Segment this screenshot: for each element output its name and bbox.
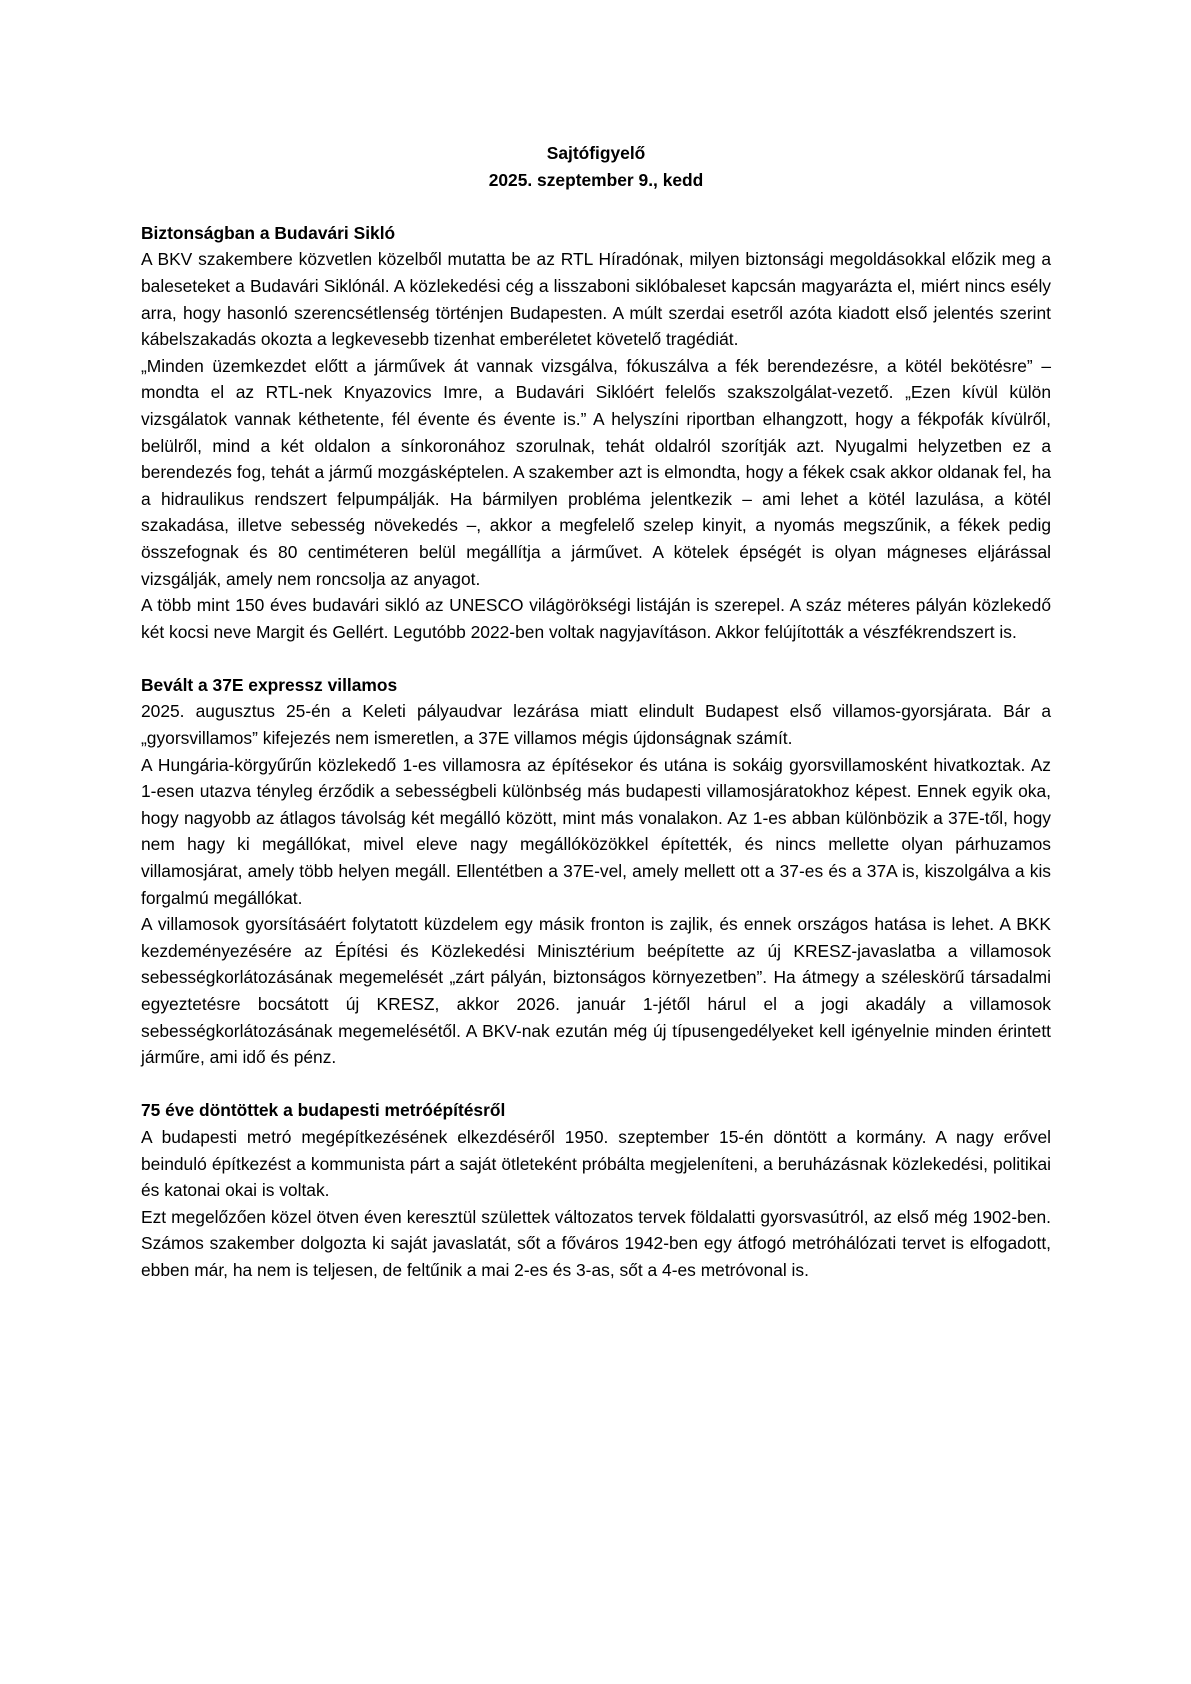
article-paragraph: A budapesti metró megépítkezésének elkezdéséről 1950. szeptember 15-én döntött a kormány. A nagy erővel beinduló építkezést a kommunista párt a saját ötleteként próbálta megjeleníteni, a beruházásnak közlekedési, politikai és katonai okai is voltak. (141, 1126, 1051, 1201)
document-header (141, 140, 1051, 193)
article-title: 75 éve döntöttek a budapesti metróépítésről (141, 1100, 506, 1121)
article-paragraph: A BKV szakembere közvetlen közelből mutatta be az RTL Híradónak, milyen biztonsági megoldásokkal előzik meg a baleseteket a Budavári Siklónál. A közlekedési cég a lisszaboni siklóbaleset kapcsán magyarázta el, miért nincs esély arra, hogy hasonló szerencsétlenség történjen Budapesten. A múlt szerdai esetről azóta kiadott első jelentés szerint kábelszakadás okozta a legkevesebb tizenhat emberéletet követelő tragédiát. (141, 249, 1051, 350)
article-title: Bevált a 37E expressz villamos (141, 674, 398, 695)
article-paragraph: A villamosok gyorsításáért folytatott küzdelem egy másik fronton is zajlik, és ennek országos hatása is lehet. A BKK kezdeményezésére az Építési és Közlekedési Minisztérium beépítette az új KRESZ-javaslatba a villamosok sebességkorlátozásának megemelését „zárt pályán, biztonságos környezetben”. Ha átmegy a széleskörű társadalmi egyeztetésre bocsátott új KRESZ, akkor 2026. január 1-jétől hárul el a jogi akadály a villamosok sebességkorlátozásának megemelésétől. A BKV-nak ezután még új típusengedélyeket kell igényelnie minden érintett járműre, ami idő és pénz. (141, 914, 1051, 1068)
article-paragraph: 2025. augusztus 25-én a Keleti pályaudvar lezárása miatt elindult Budapest első villamos-gyorsjárata. Bár a „gyorsvillamos” kifejezés nem ismeretlen, a 37E villamos mégis újdonságnak számít. (141, 701, 1051, 749)
document-page (141, 140, 1051, 1310)
document-date: 2025. szeptember 9., kedd (488, 169, 704, 190)
article-paragraph: „Minden üzemkezdet előtt a járművek át vannak vizsgálva, fókuszálva a fék berendezésre, a kötél bekötésre” – mondta el az RTL-nek Knyazovics Imre, a Budavári Siklóért felelős szakszolgálat-vezető. „Ezen kívül külön vizsgálatok vannak kéthetente, fél évente és évente is.” A helyszíni riportban elhangzott, hogy a fékpofák kívülről, belülről, mind a két oldalon a sínkoronához szorulnak, tehát oldalról szorítják azt. Nyugalmi helyzetben ez a berendezés fog, tehát a jármű mozgásképtelen. A szakember azt is elmondta, hogy a fékek csak akkor oldanak fel, ha a hidraulikus rendszert felpumpálják. Ha bármilyen probléma jelentkezik – ami lehet a kötél lazulása, a kötél szakadása, illetve sebesség növekedés –, akkor a megfelelő szelep kinyit, a nyomás megszűnik, a fékek pedig összefognak és 80 centiméteren belül megállítja a járművet. A kötelek épségét is olyan mágneses eljárással vizsgálják, amely nem roncsolja az anyagot. (141, 355, 1051, 589)
article-sikló (141, 220, 1051, 646)
article-paragraph: A több mint 150 éves budavári sikló az UNESCO világörökségi listáján is szerepel. A száz méteres pályán közlekedő két kocsi neve Margit és Gellért. Legutóbb 2022-ben voltak nagyjavításon. Akkor felújították a vészfékrendszert is. (141, 595, 1051, 642)
article-37e-villamos (141, 672, 1051, 1071)
document-title: Sajtófigyelő (546, 143, 646, 163)
article-paragraph: Ezt megelőzően közel ötven éven keresztül születtek változatos tervek földalatti gyorsvasútról, az első még 1902-ben. Számos szakember dolgozta ki saját javaslatát, sőt a főváros 1942-ben egy átfogó metróhálózati tervet is elfogadott, ebben már, ha nem is teljesen, de feltűnik a mai 2-es és 3-as, sőt a 4-es metróvonal is. (141, 1206, 1051, 1280)
article-paragraph: A Hungária-körgyűrűn közlekedő 1-es villamosra az építésekor és utána is sokáig gyorsvillamosként hivatkoztak. Az 1-esen utazva tényleg érződik a sebességbeli különbség más budapesti villamosjáratokhoz képest. Ennek egyik oka, hogy nagyobb az átlagos távolság két megálló között, mint más vonalakon. Az 1-es abban különbözik a 37E-től, hogy nem hagy ki megállókat, mivel eleve nagy megállóközökkel építették, és nincs mellette olyan párhuzamos villamosjárat, amely több helyen megáll. Ellentétben a 37E-vel, amely mellett ott a 37-es és a 37A is, kiszolgálva a kis forgalmú megállókat. (141, 754, 1051, 908)
article-metro-75 (141, 1097, 1051, 1283)
article-title: Biztonságban a Budavári Sikló (141, 222, 396, 243)
